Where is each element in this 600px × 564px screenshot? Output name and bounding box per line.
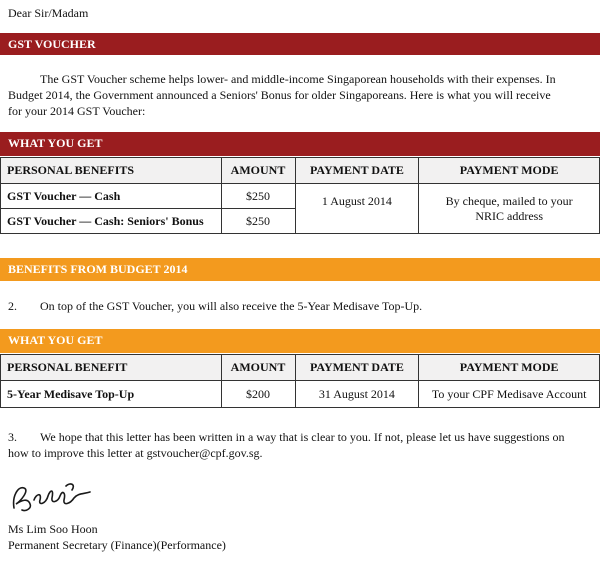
benefit-cell: 5-Year Medisave Top-Up: [1, 381, 222, 408]
signature-image: [6, 478, 116, 518]
col-header-amount: AMOUNT: [221, 158, 295, 184]
salutation: Dear Sir/Madam: [8, 6, 89, 20]
signatory-title: Permanent Secretary (Finance)(Performance): [8, 538, 226, 552]
what-you-get-banner-1: [0, 132, 600, 156]
intro-line-2: Budget 2014, the Government announced a Seniors' Bonus for older Singaporeans. Here is what you will receive: [8, 88, 551, 102]
what-you-get-banner-2: [0, 329, 600, 353]
benefit-cell: GST Voucher — Cash: Seniors' Bonus: [1, 209, 222, 234]
signatory-name: Ms Lim Soo Hoon: [8, 522, 98, 536]
para-2-text: On top of the GST Voucher, you will also receive the 5-Year Medisave Top-Up.: [40, 299, 423, 313]
benefits-table: [0, 157, 600, 234]
medisave-table: [0, 354, 600, 408]
amount-cell: $250: [221, 209, 295, 234]
table-header-row: [1, 158, 600, 184]
payment-mode-line-2: NRIC address: [475, 209, 543, 223]
intro-line-1: The GST Voucher scheme helps lower- and middle-income Singaporean households with their expenses. In: [40, 72, 556, 86]
payment-mode-line-1: By cheque, mailed to your: [445, 194, 573, 208]
payment-date-cell: 31 August 2014: [295, 381, 419, 408]
benefit-cell: GST Voucher — Cash: [1, 184, 222, 209]
payment-mode-cell: [419, 184, 600, 234]
col-header-mode: PAYMENT MODE: [419, 158, 600, 184]
intro-line-3: for your 2014 GST Voucher:: [8, 104, 146, 118]
budget-banner-title: BENEFITS FROM BUDGET 2014: [8, 262, 188, 276]
amount-cell: $200: [221, 381, 295, 408]
para-3-number: 3.: [8, 430, 17, 444]
gst-voucher-banner: [0, 33, 600, 55]
col-header-benefit: PERSONAL BENEFITS: [1, 158, 222, 184]
para-3-line-2: how to improve this letter at gstvoucher@cpf.gov.sg.: [8, 446, 263, 460]
col-header-amount: AMOUNT: [221, 355, 295, 381]
col-header-date: PAYMENT DATE: [295, 355, 419, 381]
col-header-mode: PAYMENT MODE: [419, 355, 600, 381]
table-row: [1, 184, 600, 209]
payment-date-cell: 1 August 2014: [295, 184, 419, 234]
what-you-get-title-1: WHAT YOU GET: [8, 136, 103, 150]
col-header-date: PAYMENT DATE: [295, 158, 419, 184]
what-you-get-title-2: WHAT YOU GET: [8, 333, 103, 347]
table-row: [1, 381, 600, 408]
budget-banner: [0, 258, 600, 281]
amount-cell: $250: [221, 184, 295, 209]
para-2-number: 2.: [8, 299, 17, 313]
para-3-line-1: We hope that this letter has been written in a way that is clear to you. If not, please let us have suggestions on: [40, 430, 565, 444]
col-header-benefit: PERSONAL BENEFIT: [1, 355, 222, 381]
gst-voucher-banner-title: GST VOUCHER: [8, 37, 96, 51]
table-header-row: [1, 355, 600, 381]
payment-mode-cell: To your CPF Medisave Account: [419, 381, 600, 408]
